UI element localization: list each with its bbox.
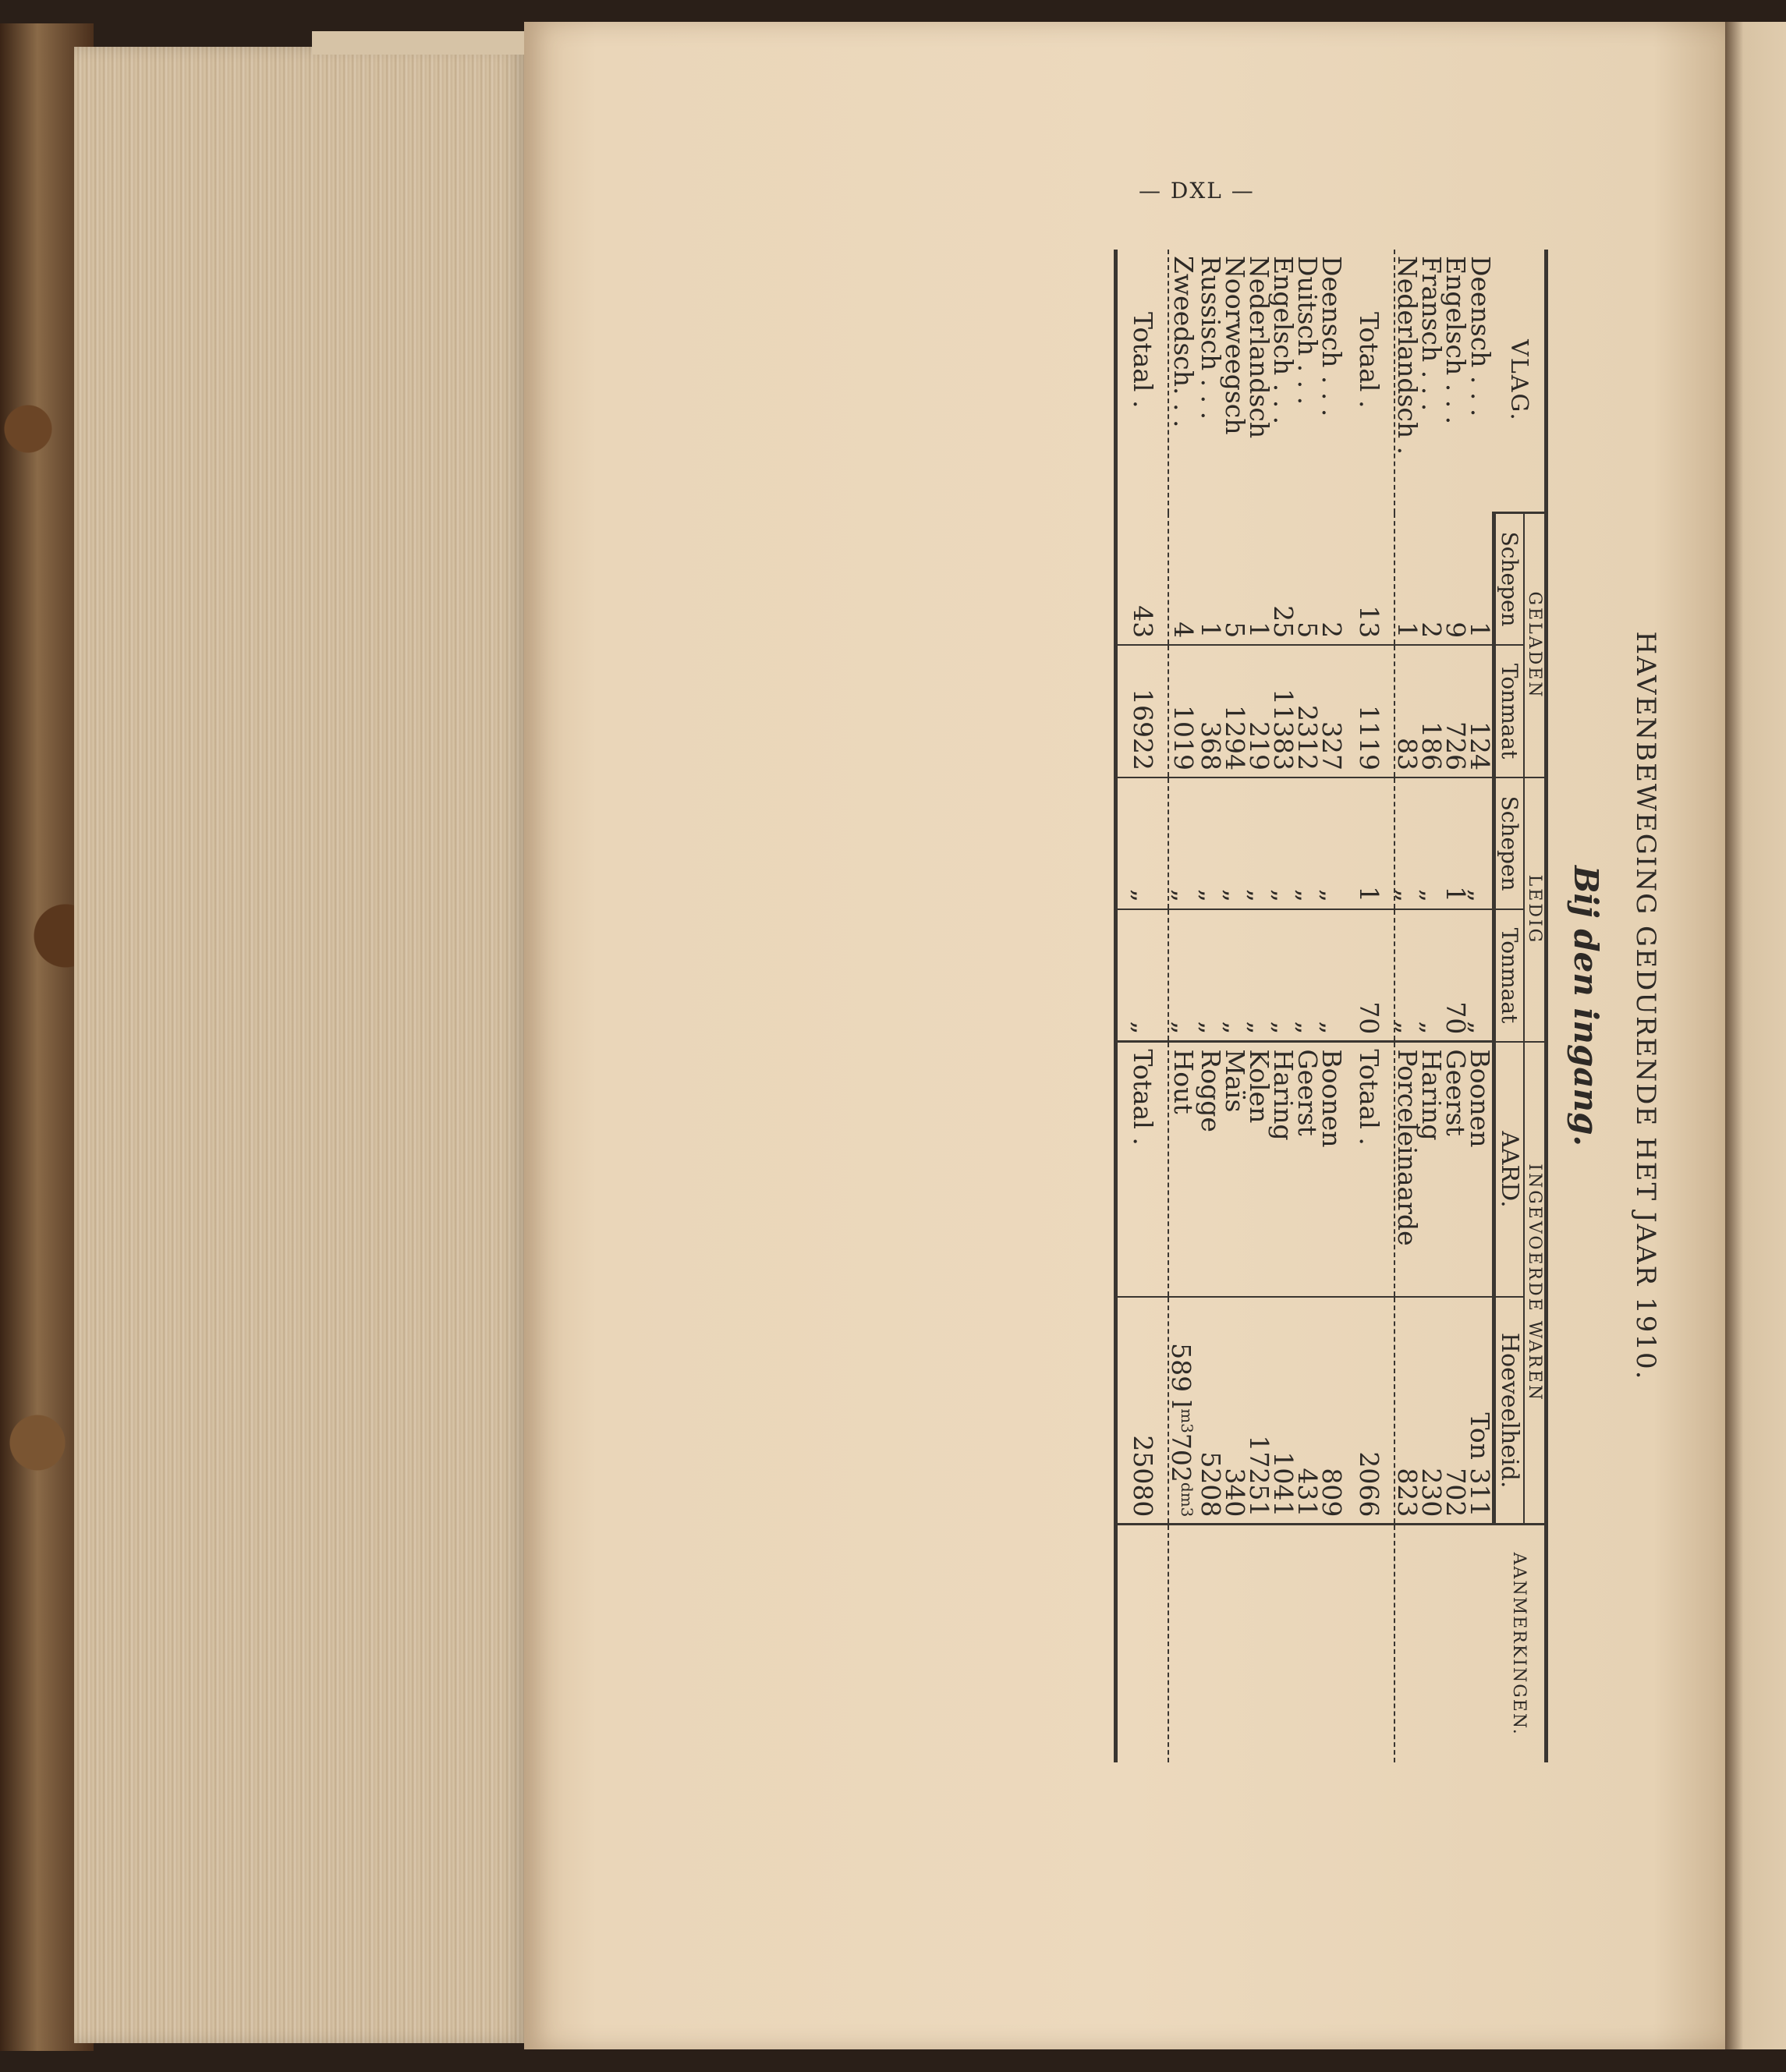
cell-hoeveelheid: 340: [1223, 1297, 1247, 1525]
cell-geladen-tonmaat: 2312: [1295, 645, 1320, 777]
header-aanmerkingen: AANMERKINGEN.: [1494, 1525, 1547, 1762]
cell-aanmerkingen: [1116, 1525, 1169, 1762]
cell-aanmerkingen: [1199, 1525, 1223, 1762]
table-row: [1247, 250, 1271, 1762]
table-row: [1295, 250, 1320, 1762]
cell-ledig-tonmaat-totaal: 70: [1344, 909, 1394, 1042]
cell-hoeveelheid: 17251: [1247, 1297, 1271, 1525]
cell-aanmerkingen: [1223, 1525, 1247, 1762]
cell-aanmerkingen: [1344, 1525, 1394, 1762]
cell-vlag: Fransch . . .: [1416, 256, 1447, 412]
cell-aanmerkingen: [1247, 1525, 1271, 1762]
table-row: [1320, 250, 1344, 1762]
cell-geladen-schepen: 1: [1465, 622, 1495, 639]
cell-ledig-tonmaat: „: [1271, 909, 1295, 1042]
header-vlag: VLAG.: [1494, 250, 1547, 513]
cell-vlag: Russisch . . .: [1196, 256, 1226, 420]
cell-ledig-schepen: „: [1271, 777, 1295, 909]
cell-geladen-schepen: 1: [1196, 622, 1226, 639]
cell-geladen-tonmaat-totaal: 16922: [1116, 645, 1169, 777]
cell-vlag: Engelsch . . .: [1268, 256, 1299, 425]
cell-geladen-tonmaat: 1294: [1223, 645, 1247, 777]
cell-geladen-tonmaat-totaal: 1119: [1344, 645, 1394, 777]
cell-ledig-tonmaat: 70: [1444, 909, 1468, 1042]
totaal-row: [1116, 250, 1169, 1762]
cell-ledig-schepen: „: [1247, 777, 1271, 909]
cell-hoeveelheid: 809: [1320, 1297, 1344, 1525]
header-hoeveelheid: Hoeveelheid.: [1494, 1297, 1525, 1525]
adjacent-page: [1725, 22, 1786, 2049]
cell-hoeveelheid: 431: [1295, 1297, 1320, 1525]
header-ingevoerde-waren: INGEVOERDE WAREN: [1524, 1042, 1547, 1525]
cell-ledig-schepen: „: [1320, 777, 1344, 909]
cell-ledig-schepen-totaal: „: [1116, 777, 1169, 909]
cell-geladen-schepen: 25: [1268, 605, 1299, 639]
cell-ledig-tonmaat-totaal: „: [1116, 909, 1169, 1042]
header-ledig: LEDIG: [1524, 777, 1547, 1042]
header-geladen-tonmaat: Tonmaat: [1494, 645, 1525, 777]
cell-vlag-totaal: Totaal .: [1344, 250, 1394, 513]
cell-aard: Haring: [1271, 1042, 1295, 1297]
page-title: HAVENBEWEGING GEDURENDE HET JAAR 1910.: [1630, 631, 1661, 1381]
cell-geladen-tonmaat: 186: [1419, 645, 1444, 777]
cell-aard: Haring: [1419, 1042, 1444, 1297]
cell-aanmerkingen: [1295, 1525, 1320, 1762]
cell-aard: Boonen: [1468, 1042, 1494, 1297]
cell-ledig-tonmaat: „: [1320, 909, 1344, 1042]
cell-vlag: Zweedsch. . .: [1168, 256, 1200, 428]
unit-m3: m3: [1178, 1408, 1196, 1433]
cell-ledig-schepen: „: [1223, 777, 1247, 909]
cell-aard: Geerst: [1295, 1042, 1320, 1297]
cell-vlag: Deensch . . .: [1465, 256, 1497, 417]
cell-geladen-schepen: 1: [1244, 622, 1274, 639]
cell-aanmerkingen: [1394, 1525, 1419, 1762]
cell-geladen-schepen: 2: [1316, 622, 1347, 639]
cell-geladen-tonmaat: 124: [1468, 645, 1494, 777]
cell-ledig-schepen: „: [1394, 777, 1419, 909]
hout-volume-dm3: 702: [1166, 1433, 1196, 1482]
cell-ledig-schepen: „: [1468, 777, 1494, 909]
cell-aard-totaal: Totaal .: [1116, 1042, 1169, 1297]
cell-ledig-tonmaat: „: [1419, 909, 1444, 1042]
cell-ledig-schepen: „: [1295, 777, 1320, 909]
cell-vlag: Nederlandsch .: [1392, 256, 1423, 455]
cell-aanmerkingen: [1468, 1525, 1494, 1762]
cell-geladen-schepen-totaal: 13: [1344, 513, 1394, 646]
cell-geladen-tonmaat: 1019: [1168, 645, 1199, 777]
harbour-traffic-table: [1114, 250, 1548, 1762]
cell-aanmerkingen: [1419, 1525, 1444, 1762]
hout-volume-m3: 589 l: [1166, 1343, 1196, 1409]
cell-ledig-schepen: „: [1199, 777, 1223, 909]
cell-geladen-tonmaat: 11383: [1271, 645, 1295, 777]
table-row: [1199, 250, 1223, 1762]
table-row: [1468, 250, 1494, 1762]
cell-aard: Geerst: [1444, 1042, 1468, 1297]
cell-geladen-tonmaat: 726: [1444, 645, 1468, 777]
table-row: [1394, 250, 1419, 1762]
cell-vlag: Nederlandsch: [1244, 256, 1274, 439]
cell-geladen-schepen: 4: [1168, 622, 1200, 639]
cell-hoeveelheid: 230: [1419, 1297, 1444, 1525]
cell-aard: Boonen: [1320, 1042, 1344, 1297]
header-aard: AARD.: [1494, 1042, 1525, 1297]
cell-hoeveelheid: 823: [1394, 1297, 1419, 1525]
cell-aard: Maïs: [1223, 1042, 1247, 1297]
page-edges: [74, 47, 526, 2043]
cell-aard: Porceleinaarde: [1394, 1042, 1419, 1297]
cell-geladen-tonmaat: 368: [1199, 645, 1223, 777]
cell-hoeveelheid: [1168, 1297, 1199, 1525]
cell-hoeveelheid: Ton 311: [1468, 1297, 1494, 1525]
totaal-row: [1344, 250, 1394, 1762]
table-row: [1168, 250, 1199, 1762]
page-subtitle: Bij den ingang.: [1567, 865, 1605, 1147]
cell-ledig-schepen-totaal: 1: [1344, 777, 1394, 909]
cell-geladen-tonmaat: 327: [1320, 645, 1344, 777]
cell-geladen-schepen-totaal: 43: [1116, 513, 1169, 646]
cell-ledig-schepen: 1: [1444, 777, 1468, 909]
cell-ledig-tonmaat: „: [1394, 909, 1419, 1042]
cell-geladen-schepen: 1: [1392, 622, 1423, 639]
cell-vlag: Engelsch . . .: [1440, 256, 1471, 425]
cell-ledig-tonmaat: „: [1199, 909, 1223, 1042]
cell-vlag: Noorweegsch: [1220, 256, 1250, 435]
page-edges-top: [312, 31, 530, 55]
cell-geladen-tonmaat: 219: [1247, 645, 1271, 777]
header-ledig-schepen: Schepen: [1494, 777, 1525, 909]
cell-aard: Hout: [1168, 1042, 1199, 1297]
cell-geladen-schepen: 5: [1292, 622, 1323, 639]
cell-vlag-totaal: Totaal .: [1116, 250, 1169, 513]
cell-hoeveelheid-totaal: 25080: [1116, 1297, 1169, 1525]
cell-aanmerkingen: [1168, 1525, 1199, 1762]
cell-vlag: Deensch . . .: [1316, 256, 1347, 417]
cell-hoeveelheid-totaal: 2066: [1344, 1297, 1394, 1525]
page-number: — DXL —: [1139, 178, 1255, 204]
cell-ledig-tonmaat: „: [1468, 909, 1494, 1042]
header-geladen: GELADEN: [1524, 513, 1547, 778]
cell-hoeveelheid: 5208: [1199, 1297, 1223, 1525]
cell-vlag: Duitsch . . .: [1292, 256, 1323, 406]
table-row: [1444, 250, 1468, 1762]
cell-ledig-schepen: „: [1419, 777, 1444, 909]
cell-ledig-tonmaat: „: [1168, 909, 1199, 1042]
cell-geladen-schepen: 5: [1220, 622, 1250, 639]
cell-ledig-tonmaat: „: [1247, 909, 1271, 1042]
header-ledig-tonmaat: Tonmaat: [1494, 909, 1525, 1042]
cell-aard-totaal: Totaal .: [1344, 1042, 1394, 1297]
cell-geladen-schepen: 9: [1440, 622, 1471, 639]
rotated-table-block: [803, 250, 1661, 1762]
cell-geladen-tonmaat: 83: [1394, 645, 1419, 777]
cell-hoeveelheid: 1041: [1271, 1297, 1295, 1525]
header-geladen-schepen: Schepen: [1494, 513, 1525, 646]
cell-aard: Rogge: [1199, 1042, 1223, 1297]
cell-ledig-tonmaat: „: [1295, 909, 1320, 1042]
cell-aanmerkingen: [1271, 1525, 1295, 1762]
cell-aanmerkingen: [1320, 1525, 1344, 1762]
table-row: [1271, 250, 1295, 1762]
cell-hoeveelheid: 702: [1444, 1297, 1468, 1525]
table-row: [1223, 250, 1247, 1762]
cell-ledig-tonmaat: „: [1223, 909, 1247, 1042]
unit-dm3: dm3: [1178, 1482, 1196, 1518]
cell-ledig-schepen: „: [1168, 777, 1199, 909]
cell-geladen-schepen: 2: [1416, 622, 1447, 639]
cell-aanmerkingen: [1444, 1525, 1468, 1762]
cell-aard: Kolen: [1247, 1042, 1271, 1297]
